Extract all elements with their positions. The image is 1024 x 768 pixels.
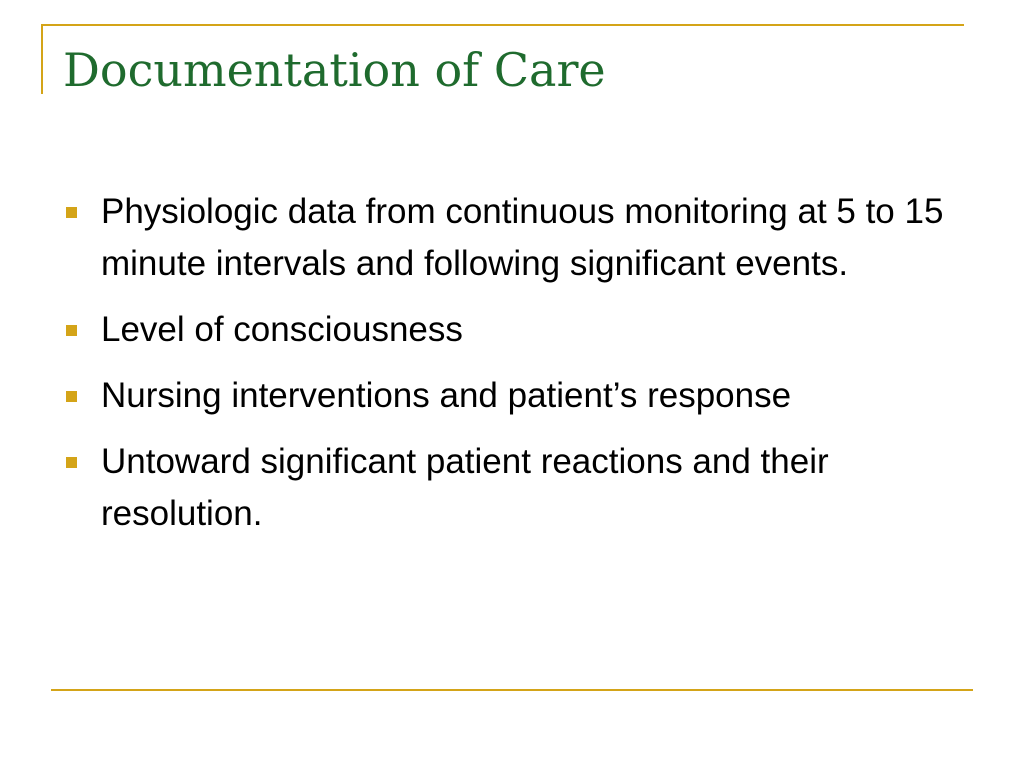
bullet-text: Nursing interventions and patient’s response xyxy=(101,376,792,415)
bullet-item xyxy=(66,436,966,540)
bullet-item xyxy=(66,370,966,422)
square-bullet-icon xyxy=(66,457,77,468)
bullet-text: Physiologic data from continuous monitoring at 5 to 15 minute intervals and following significant events. xyxy=(101,192,944,283)
bottom-rule xyxy=(51,689,973,691)
square-bullet-icon xyxy=(66,325,77,336)
square-bullet-icon xyxy=(66,207,77,218)
bullet-item xyxy=(66,304,966,356)
bullet-list xyxy=(66,186,966,554)
left-rule xyxy=(41,24,43,94)
bullet-text: Untoward significant patient reactions and their resolution. xyxy=(101,442,829,533)
bullet-item xyxy=(66,186,966,290)
square-bullet-icon xyxy=(66,391,77,402)
slide-title: Documentation of Care xyxy=(63,43,606,97)
top-rule xyxy=(41,24,964,26)
bullet-text: Level of consciousness xyxy=(101,310,463,349)
